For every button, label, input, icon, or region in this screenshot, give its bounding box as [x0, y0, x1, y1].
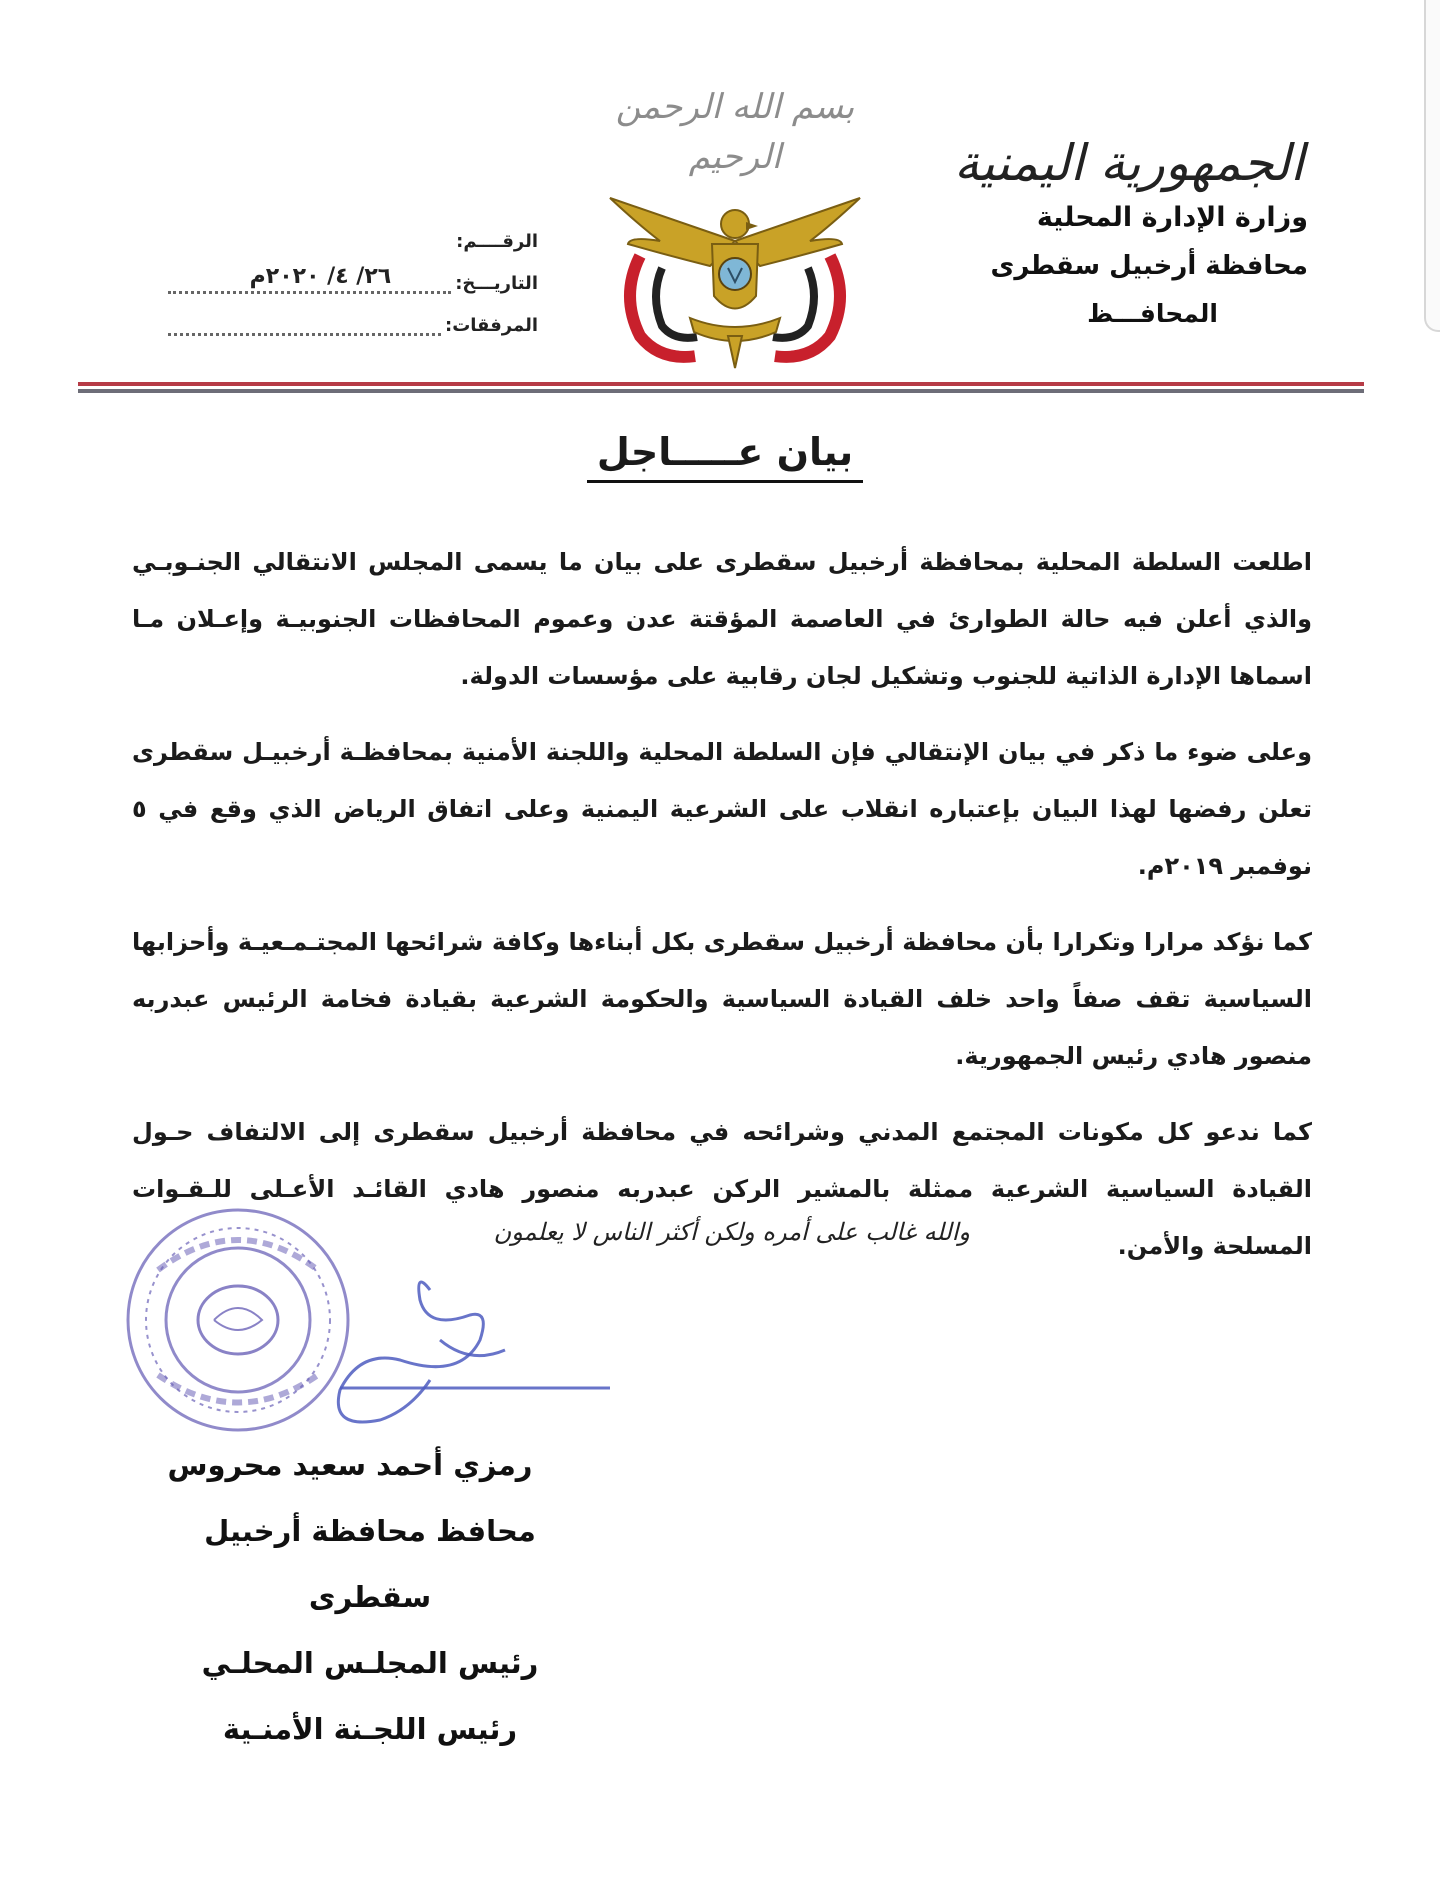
attachments-label: المرفقات:: [445, 315, 538, 336]
basmala: بسم الله الرحمن الرحيم: [615, 87, 855, 177]
attachments-value: [168, 333, 441, 336]
date-row: [168, 252, 538, 294]
attachments-row: [168, 294, 538, 336]
ministry-name: وزارة الإدارة المحلية: [1036, 202, 1308, 233]
signatory-title: رئيس اللجـنة الأمنـية: [222, 1712, 518, 1746]
signatory-block: [150, 1432, 590, 1762]
governorate-name: محافظة أرخبيل سقطرى: [990, 251, 1308, 281]
yemen-emblem-icon: [590, 186, 880, 380]
closing-verse: والله غالب على أمره ولكن أكثر الناس لا يعلمون: [493, 1218, 970, 1246]
statement-body: [132, 534, 1312, 1294]
reference-label: الرقــــم:: [456, 231, 538, 252]
signatory-title: محافظ محافظة أرخبيل سقطرى: [204, 1514, 536, 1614]
header-divider-red: [78, 382, 1364, 386]
paragraph: وعلى ضوء ما ذكر في بيان الإنتقالي فإن السلطة المحلية واللجنة الأمنية بمحافظـة أرخبيـل سقطرى تعلن رفضها لهذا البيان بإعتباره انقلاب على الشرعية اليمنية وعلى اتفاق الرياض الذي وقع في ٥ نوفمبر ٢٠١٩م.: [132, 738, 1312, 880]
statement-title: [560, 430, 890, 474]
letterhead-emblem: [590, 82, 880, 352]
reference-fields: [168, 210, 538, 336]
statement-title-text: بيان عـــــاجل: [587, 430, 863, 483]
header-divider-gray: [78, 389, 1364, 393]
paragraph: كما نؤكد مرارا وتكرارا بأن محافظة أرخبيل سقطرى بكل أبناءها وكافة شرائحها المجتـمـعيـة وأحزابها السياسية تقف صفاً واحد خلف القيادة السياسية والحكومة الشرعية بقيادة فخامة الرئيس عبدربه منصور هادي رئيس الجمهورية.: [132, 928, 1312, 1070]
office-name: المحافـــظ: [1087, 299, 1218, 328]
date-label: التاريـــخ:: [455, 273, 538, 294]
republic-name: الجمهورية اليمنية: [953, 134, 1304, 192]
paragraph: اطلعت السلطة المحلية بمحافظة أرخبيل سقطرى على بيان ما يسمى المجلس الانتقالي الجنـوبـي والذي أعلن فيه حالة الطوارئ في العاصمة المؤقتة عدن وعموم المحافظات الجنوبيـة وإعـلان مـا اسماها الإدارة الذاتية للجنوب وتشكيل لجان رقابية على مؤسسات الدولة.: [132, 548, 1312, 690]
reference-row: [168, 210, 538, 252]
handwritten-signature-icon: [320, 1270, 620, 1450]
signatory-title: رئيس المجلـس المحلـي: [201, 1646, 539, 1680]
page-edge: [1424, 0, 1440, 332]
paragraph: كما ندعو كل مكونات المجتمع المدني وشرائحه في محافظة أرخبيل سقطرى إلى الالتفاف حـول القيادة السياسية الشرعية ممثلة بالمشير الركن عبدربه منصور هادي القائـد الأعـلى للـقـوات المسلحة والأمن.: [132, 1118, 1312, 1260]
date-value: ٢٦/ ٤/ ٢٠٢٠م: [168, 263, 451, 294]
letterhead-authority: [948, 132, 1308, 338]
signatory-name: رمزي أحمد سعيد محروس: [167, 1448, 533, 1482]
